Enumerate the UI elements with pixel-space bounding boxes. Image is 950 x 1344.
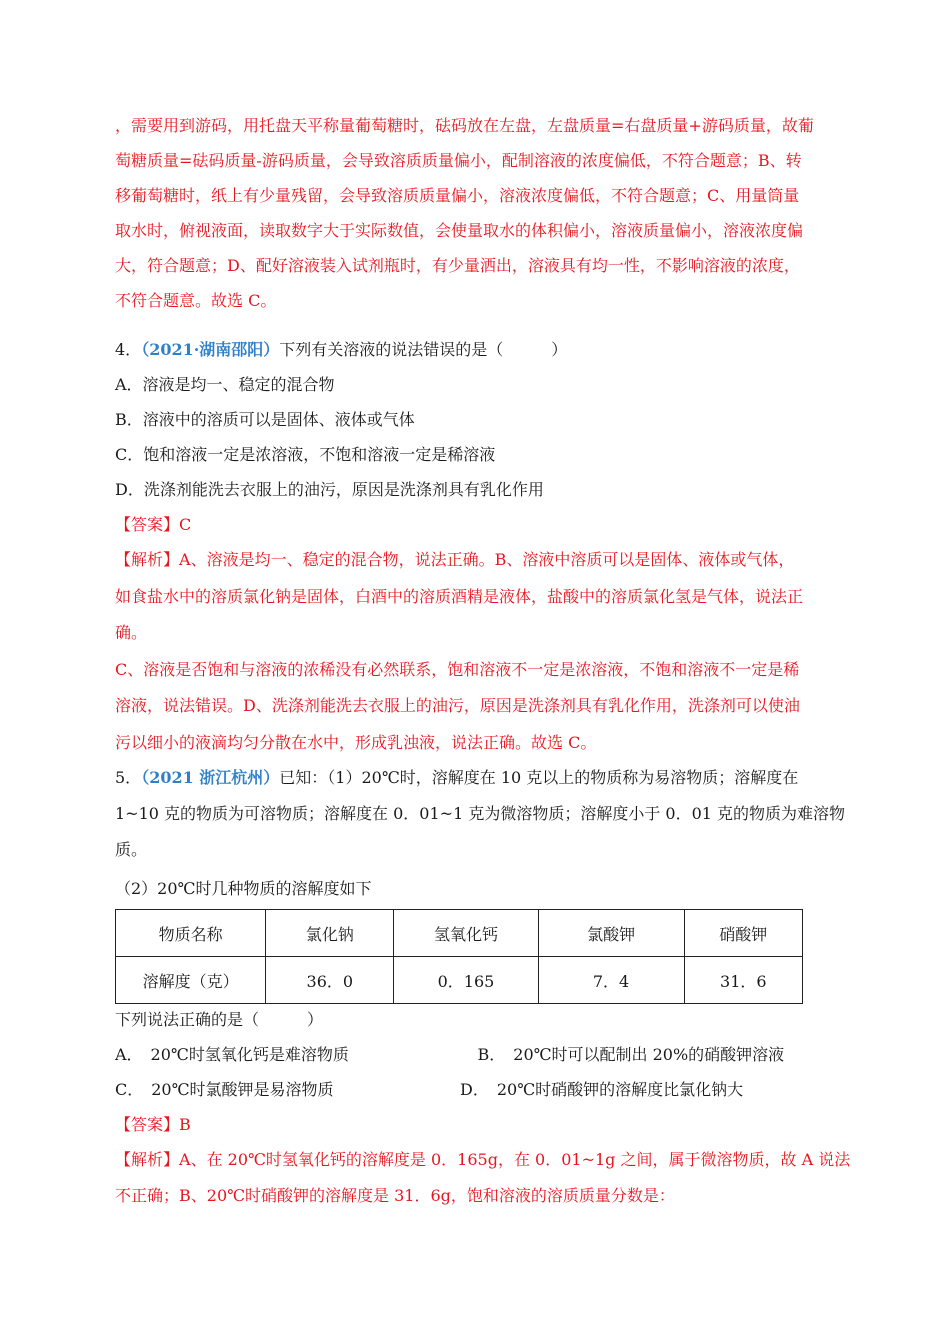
analysis-line: 不正确；B、20℃时硝酸钾的溶解度是 31．6g，饱和溶液的溶质质量分数是： [115, 1186, 675, 1205]
table-header-cell: 硝酸钾 [684, 910, 802, 957]
table-row [116, 957, 803, 1004]
table-header-cell: 物质名称 [116, 910, 266, 957]
answer-line [115, 507, 840, 542]
question-number: 5． [115, 768, 142, 787]
question-5-prompt [115, 1002, 840, 1037]
table-header-cell: 氯酸钾 [538, 910, 684, 957]
continuation-line: 取水时，俯视液面，读取数字大于实际数值，会使量取水的体积偏小，溶液质量偏小，溶液浓度偏 [115, 221, 804, 240]
table-header-cell: 氯化钠 [266, 910, 394, 957]
analysis-line: 溶液，说法错误。D、洗涤剂能洗去衣服上的油污，原因是洗涤剂具有乳化作用，洗涤剂可以使油 [115, 696, 800, 715]
continuation-line: 萄糖质量=砝码质量-游码质量，会导致溶质质量偏小，配制溶液的浓度偏低，不符合题意；B、转 [115, 151, 802, 170]
analysis-tag: 【解析】 [115, 1150, 180, 1169]
solubility-table [115, 909, 803, 1004]
option-b: B． 20℃时可以配制出 20%的硝酸钾溶液 [477, 1045, 785, 1064]
table-intro [115, 871, 840, 906]
analysis-text: A、在 20℃时氢氧化钙的溶解度是 0．165g，在 0．01~1g 之间，属于微溶物质，故 A 说法 [179, 1150, 851, 1169]
question-4 [115, 332, 840, 761]
continuation-line: 移葡萄糖时，纸上有少量残留，会导致溶质质量偏小，溶液浓度偏低，不符合题意；C、用量筒量 [115, 186, 800, 205]
table-cell: 36．0 [266, 957, 394, 1004]
option-c: C．饱和溶液一定是浓溶液，不饱和溶液一定是稀溶液 [115, 445, 496, 464]
table-cell: 7．4 [538, 957, 684, 1004]
question-5-stem-line: 1~10 克的物质为可溶物质；溶解度在 0．01~1 克为微溶物质；溶解度小于 0．01 克的物质为难溶物 [115, 804, 846, 823]
continuation-line: ，需要用到游码，用托盘天平称量葡萄糖时，砝码放在左盘，左盘质量=右盘质量+游码质量，故葡 [115, 116, 814, 135]
analysis-line [115, 1142, 851, 1178]
options-row [115, 1037, 840, 1072]
question-source: （2021 浙江杭州） [141, 768, 280, 787]
analysis-tag: 【解析】 [115, 550, 180, 569]
continuation-line: 大，符合题意；D、配好溶液装入试剂瓶时，有少量洒出，溶液具有均一性，不影响溶液的浓度， [115, 256, 800, 275]
question-5 [115, 760, 846, 868]
question-text: 下列有关溶液的说法错误的是（ ） [279, 340, 568, 359]
answer-value: C [179, 515, 192, 534]
table-header-row [116, 910, 803, 957]
answer-line [115, 1107, 840, 1142]
option-d: D． 20℃时硝酸钾的溶解度比氯化钠大 [460, 1080, 744, 1099]
table-intro-text: （2）20℃时几种物质的溶解度如下 [115, 879, 372, 898]
question-source: （2021·湖南邵阳） [141, 340, 280, 359]
analysis-block [115, 542, 840, 761]
question-5-options [115, 1037, 840, 1107]
option-c: C． 20℃时氯酸钾是易溶物质 [115, 1080, 334, 1099]
analysis-line: C、溶液是否饱和与溶液的浓稀没有必然联系，饱和溶液不一定是浓溶液，不饱和溶液不一定是稀 [115, 659, 800, 679]
option-a: A．溶液是均一、稳定的混合物 [115, 375, 335, 394]
analysis-line: 如食盐水中的溶质氯化钠是固体，白酒中的溶质酒精是液体，盐酸中的溶质氯化氢是气体，说法正 [115, 586, 804, 606]
table-cell: 31．6 [684, 957, 802, 1004]
answer-tag: 【答案】 [115, 1115, 180, 1134]
options-row [115, 1072, 840, 1107]
question-4-stem [115, 332, 840, 367]
question-5-question: 下列说法正确的是（ ） [115, 1010, 324, 1029]
continuation-line: 不符合题意。故选 C。 [115, 291, 277, 310]
analysis-line: 确。 [115, 623, 148, 642]
question-5-stem [115, 760, 840, 796]
question-number: 4． [115, 340, 142, 359]
table-cell: 0．165 [394, 957, 538, 1004]
answer-value: B [179, 1115, 191, 1134]
question-5-answer [115, 1107, 851, 1214]
option-d: D．洗涤剂能洗去衣服上的油污，原因是洗涤剂具有乳化作用 [115, 480, 544, 499]
question-text: 已知：（1）20℃时，溶解度在 10 克以上的物质称为易溶物质；溶解度在 [279, 768, 799, 787]
table-cell: 溶解度（克） [116, 957, 266, 1004]
answer-tag: 【答案】 [115, 515, 180, 534]
analysis-text: A、溶液是均一、稳定的混合物，说法正确。B、溶液中溶质可以是固体、液体或气体， [179, 550, 795, 569]
option-b: B．溶液中的溶质可以是固体、液体或气体 [115, 410, 415, 429]
option-a: A． 20℃时氢氧化钙是难溶物质 [115, 1045, 349, 1064]
analysis-line [115, 542, 840, 579]
table-header-cell: 氢氧化钙 [394, 910, 538, 957]
previous-analysis-continuation [115, 108, 840, 318]
question-5-stem-line: 质。 [115, 840, 148, 859]
analysis-line: 污以细小的液滴均匀分散在水中，形成乳浊液，说法正确。故选 C。 [115, 732, 597, 752]
